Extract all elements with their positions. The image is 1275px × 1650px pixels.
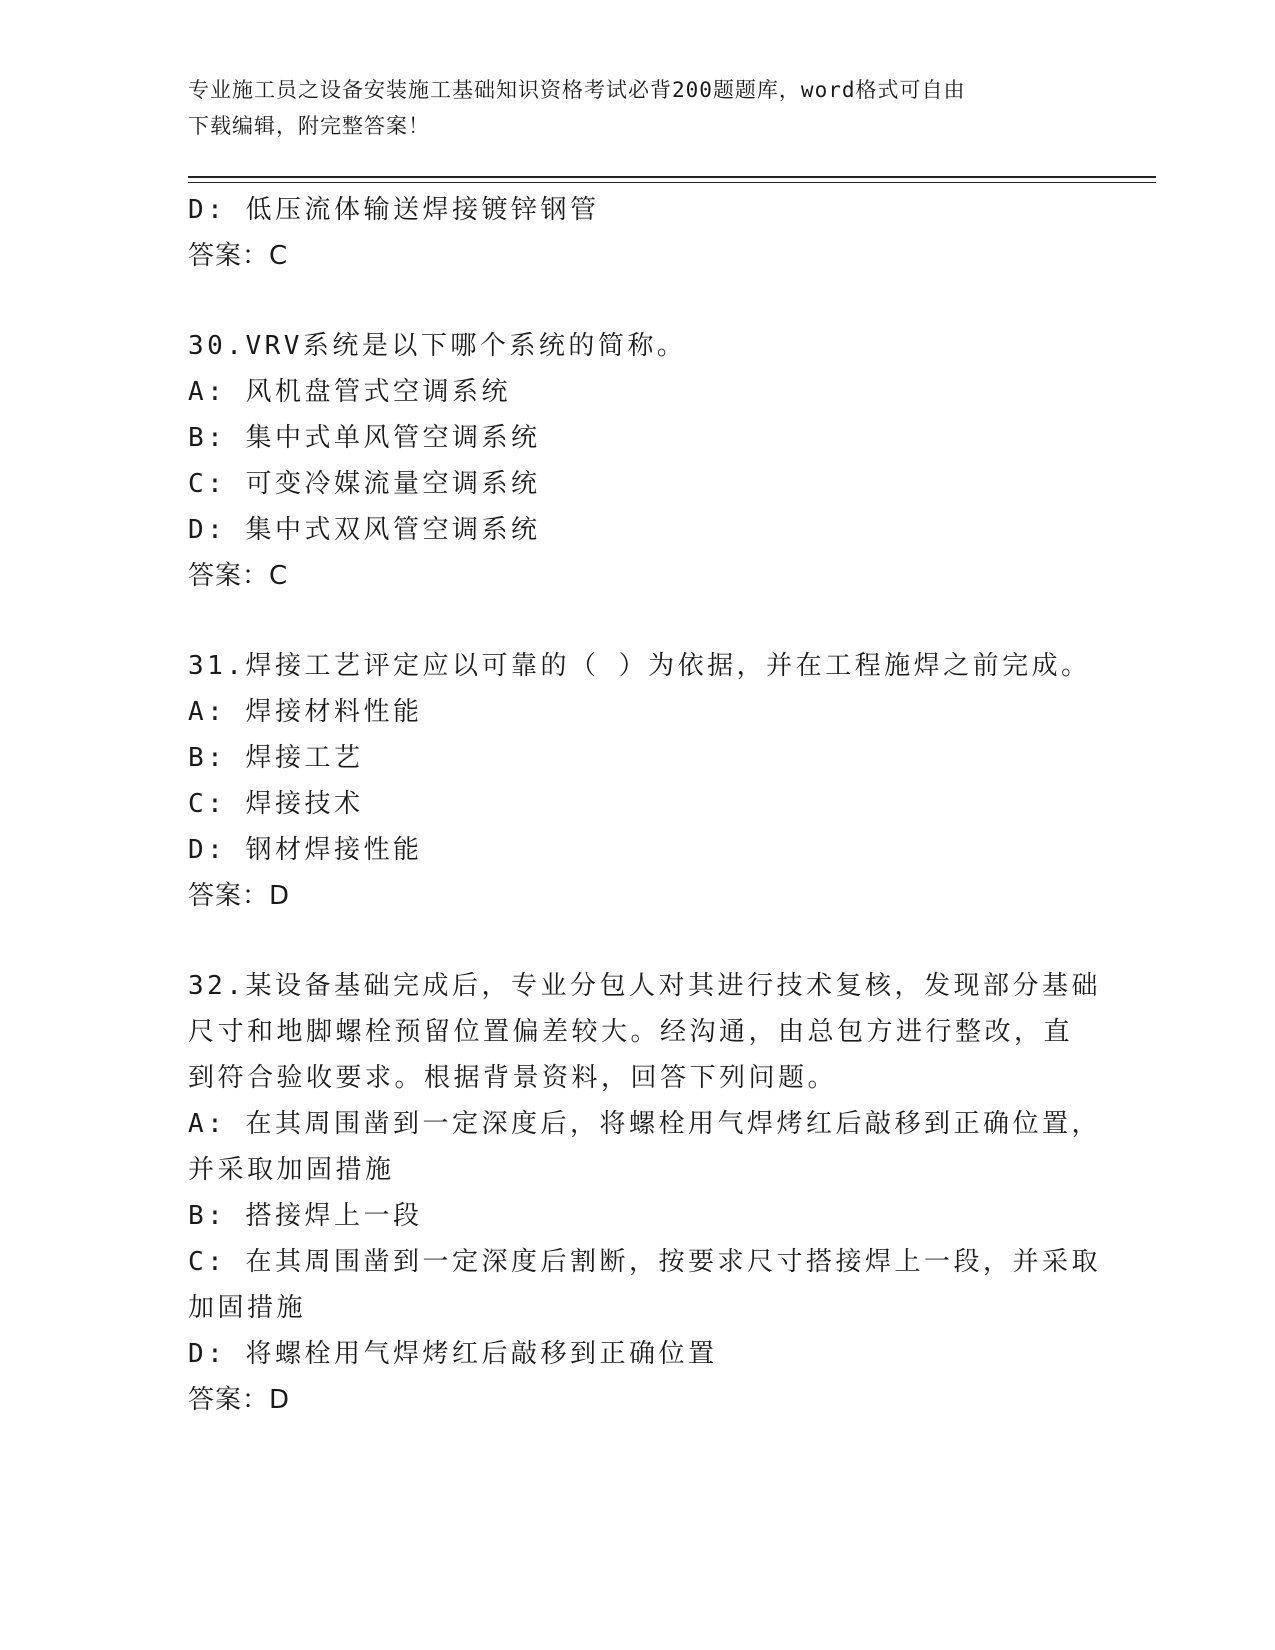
option-c: C: 在其周围凿到一定深度后割断，按要求尺寸搭接焊上一段，并采取	[188, 1247, 1101, 1277]
question-stem: 30.VRV系统是以下哪个系统的简称。	[188, 331, 687, 361]
option-c: C: 焊接技术	[188, 789, 364, 819]
option-d: D: 集中式双风管空调系统	[188, 515, 541, 545]
option-b: B: 焊接工艺	[188, 743, 364, 773]
header-divider-thin	[188, 182, 1156, 183]
header-line-1: 专业施工员之设备安装施工基础知识资格考试必背200题题库，word格式可自由	[188, 78, 966, 102]
option-a-continued: 并采取加固措施	[188, 1155, 395, 1185]
answer: 答案：D	[188, 881, 291, 911]
option-d: D: 钢材焊接性能	[188, 835, 423, 865]
header-line-2: 下载编辑，附完整答案！	[188, 114, 430, 138]
question-30	[188, 323, 1088, 599]
question-32	[188, 963, 1101, 1423]
option-c: C: 可变冷媒流量空调系统	[188, 469, 541, 499]
option-a: A: 风机盘管式空调系统	[188, 377, 511, 407]
question-stem-line-1: 32.某设备基础完成后，专业分包人对其进行技术复核，发现部分基础	[188, 971, 1101, 1001]
question-stem: 31.焊接工艺评定应以可靠的（ ）为依据，并在工程施焊之前完成。	[188, 651, 1091, 681]
document-header	[188, 72, 1088, 144]
answer: 答案：D	[188, 1385, 291, 1415]
option-c-continued: 加固措施	[188, 1293, 307, 1323]
carryover-answer: 答案：C	[188, 241, 289, 271]
option-a: A: 在其周围凿到一定深度后，将螺栓用气焊烤红后敲移到正确位置，	[188, 1109, 1101, 1139]
question-stem-line-2: 尺寸和地脚螺栓预留位置偏差较大。经沟通，由总包方进行整改，直	[188, 1017, 1074, 1047]
question-content	[188, 187, 1101, 1423]
option-b: B: 搭接焊上一段	[188, 1201, 423, 1231]
header-divider-thick	[188, 176, 1156, 178]
option-d: D: 将螺栓用气焊烤红后敲移到正确位置	[188, 1339, 718, 1369]
option-a: A: 焊接材料性能	[188, 697, 423, 727]
question-31	[188, 643, 1091, 919]
carryover-option-d: D: 低压流体输送焊接镀锌钢管	[188, 195, 600, 225]
question-stem-line-3: 到符合验收要求。根据背景资料，回答下列问题。	[188, 1063, 838, 1093]
answer: 答案：C	[188, 561, 289, 591]
option-b: B: 集中式单风管空调系统	[188, 423, 541, 453]
